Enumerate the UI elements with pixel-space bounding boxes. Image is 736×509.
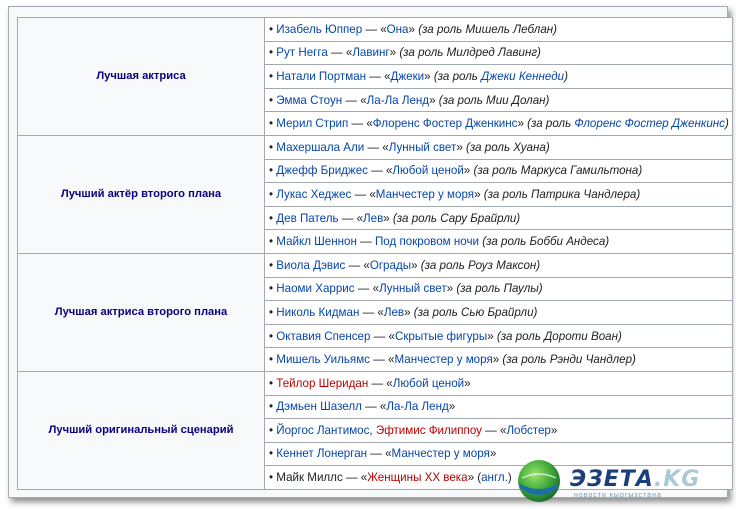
nominee-text: — «: [481, 423, 507, 437]
nominee-text: •: [269, 329, 277, 343]
nominee-text: »: [429, 93, 439, 107]
nominee-text: — «: [362, 22, 387, 36]
nominee-text: •: [269, 353, 277, 367]
nominee-text: ): [507, 471, 512, 485]
wiki-link[interactable]: Лунный свет: [379, 282, 447, 296]
nominee-text: — «: [348, 117, 373, 131]
nominee-text: »: [464, 376, 471, 390]
wiki-link[interactable]: Ограды: [369, 258, 412, 272]
wiki-link[interactable]: Флоренс Фостер Дженкинс: [372, 117, 518, 131]
wiki-link[interactable]: Кеннет Лонерган: [276, 447, 368, 461]
nominee-cell: [265, 371, 733, 395]
nominee-cell: [265, 419, 733, 443]
nominee-cell: [265, 135, 733, 159]
nominee-text: •: [269, 22, 277, 36]
wiki-link[interactable]: Натали Портман: [276, 69, 367, 83]
nominee-text: — «: [368, 376, 393, 390]
nominee-cell: [265, 301, 733, 325]
nominee-text: — «: [367, 164, 393, 178]
wiki-link[interactable]: Виола Дэвис: [276, 258, 346, 272]
nominee-text: »: [492, 353, 503, 367]
nominee-cell: [265, 206, 733, 230]
nominee-text: (за роль Маркуса Гамильтона): [473, 164, 643, 178]
nominee-text: •: [269, 235, 277, 249]
wiki-link[interactable]: Скрытые фигуры: [394, 329, 488, 343]
nominee-cell: [265, 112, 733, 136]
nominee-text: (за роль Мии Долан): [438, 93, 550, 107]
nominee-text: •: [269, 187, 277, 201]
awards-table: [17, 17, 733, 490]
nominee-cell: [265, 324, 733, 348]
nominee-text: »: [383, 211, 393, 225]
nominee-text: — «: [364, 140, 389, 154]
category-cell: [18, 135, 265, 253]
wiki-link[interactable]: Эфтимис Филиппоу: [375, 423, 482, 437]
nominee-text: •: [269, 211, 277, 225]
nominee-text: •: [269, 258, 277, 272]
nominee-text: — «: [351, 187, 376, 201]
nominee-cell: [265, 18, 733, 42]
nominee-text: — «: [361, 400, 387, 414]
nominee-text: (за роль Бобби Андеса): [482, 235, 610, 249]
nominee-text: •: [269, 376, 277, 390]
nominee-text: (за роль: [527, 117, 575, 131]
wiki-link[interactable]: Лунный свет: [388, 140, 457, 154]
nominee-text: •: [269, 447, 277, 461]
nominee-text: (за роль: [433, 69, 482, 83]
category-label: Лучший актёр второго плана: [60, 188, 222, 201]
wiki-link[interactable]: Эмма Стоун: [276, 93, 343, 107]
wiki-link[interactable]: Лобстер: [506, 423, 551, 437]
category-cell: [18, 18, 265, 136]
nominee-text: — «: [367, 447, 392, 461]
wiki-link[interactable]: Лавинг: [352, 46, 390, 60]
nominee-text: (за роль Рэнди Чандлер): [502, 353, 636, 367]
nominee-text: — «: [345, 258, 370, 272]
nominee-text: (за роль Паулы): [456, 282, 543, 296]
nominee-text: •: [269, 164, 277, 178]
wiki-link[interactable]: Мишель Уильямс: [276, 353, 370, 367]
wiki-link[interactable]: Джеки: [390, 69, 425, 83]
wiki-link[interactable]: Октавия Спенсер: [276, 329, 371, 343]
logo-text: [570, 467, 700, 492]
wiki-link[interactable]: Махершала Али: [276, 140, 365, 154]
nominee-text: »: [424, 69, 434, 83]
wiki-link[interactable]: Ла-Ла Ленд: [386, 400, 449, 414]
nominee-text: »: [456, 140, 466, 154]
wiki-link[interactable]: Манчестер у моря: [391, 447, 490, 461]
wiki-link[interactable]: Николь Кидман: [276, 305, 360, 319]
nominee-text: »: [448, 400, 456, 414]
logo-domain: .KG: [653, 467, 701, 492]
nominee-text: •: [269, 282, 277, 296]
nominee-text: — «: [370, 329, 395, 343]
category-label: Лучшая актриса: [96, 70, 186, 83]
nominee-text: —: [356, 235, 375, 249]
table-row: [18, 135, 733, 159]
wiki-link[interactable]: Она: [386, 22, 409, 36]
wiki-link[interactable]: Лев: [383, 305, 405, 319]
nominee-text: •: [269, 423, 277, 437]
nominee-text: — «: [359, 305, 384, 319]
nominee-text: (за роль Патрика Чандлера): [483, 187, 641, 201]
nominee-cell: [265, 395, 733, 419]
nominee-cell: [265, 230, 733, 254]
nominee-text: — «: [342, 93, 367, 107]
nominee-text: (за роль Сару Брайрли): [392, 211, 521, 225]
nominee-text: •: [269, 140, 277, 154]
nominee-text: »: [411, 258, 421, 272]
category-cell: [18, 253, 265, 371]
wiki-link[interactable]: Тейлор Шеридан: [276, 376, 369, 390]
category-label: Лучший оригинальный сценарий: [48, 424, 234, 437]
nominee-text: (за роль Хуана): [465, 140, 550, 154]
nominee-text: »: [550, 423, 558, 437]
nominee-cell: [265, 65, 733, 89]
nominee-cell: [265, 253, 733, 277]
wiki-link[interactable]: Джефф Бриджес: [276, 164, 368, 178]
nominee-text: »: [408, 22, 419, 36]
wiki-link[interactable]: Дэмьен Шазелл: [276, 400, 362, 414]
logo-brand: ЭЗЕТА: [570, 467, 654, 492]
wiki-link[interactable]: Любой ценой: [392, 164, 464, 178]
nominee-text: •: [269, 400, 277, 414]
nominee-text: »: [446, 282, 457, 296]
table-row: [18, 253, 733, 277]
nominee-cell: [265, 348, 733, 372]
table-row: [18, 18, 733, 42]
wiki-link[interactable]: Рут Негга: [276, 46, 328, 60]
wiki-link[interactable]: Наоми Харрис: [276, 282, 355, 296]
nominee-text: (за роль Сью Брайрли): [413, 305, 538, 319]
nominee-text: — «: [354, 282, 380, 296]
nominee-text: •: [269, 117, 277, 131]
wiki-link[interactable]: Лукас Хеджес: [276, 187, 352, 201]
nominee-cell: [265, 41, 733, 65]
nominee-cell: [265, 88, 733, 112]
nominee-text: »: [463, 164, 474, 178]
nominee-text: »: [404, 305, 414, 319]
nominee-text: — «: [369, 353, 395, 367]
nominee-text: »: [389, 46, 400, 60]
nominee-text: (за роль Дороти Воан): [496, 329, 622, 343]
wiki-link[interactable]: Женщины XX века: [367, 471, 468, 485]
category-cell: [18, 371, 265, 489]
nominee-text: Майк Миллс: [276, 471, 343, 485]
nominee-text: »: [474, 187, 484, 201]
wiki-link[interactable]: Джеки Кеннеди: [481, 69, 565, 83]
nominee-text: •: [269, 69, 277, 83]
wiki-link[interactable]: Манчестер у моря: [394, 353, 493, 367]
nominee-text: »: [489, 447, 497, 461]
nominee-text: •: [269, 93, 277, 107]
nominee-cell: [265, 159, 733, 183]
nominee-cell: [265, 183, 733, 207]
nominee-text: — «: [366, 69, 391, 83]
nominee-text: (за роль Роуз Максон): [420, 258, 541, 272]
wiki-link[interactable]: Йоргос Лантимос: [276, 423, 370, 437]
logo-tagline: новости кыргызстана: [574, 492, 662, 499]
wiki-table-frame: [8, 6, 728, 498]
nominee-cell: [265, 277, 733, 301]
globe-icon: [516, 458, 562, 504]
wiki-link[interactable]: Лев: [363, 211, 384, 225]
wiki-link[interactable]: Дев Патель: [276, 211, 339, 225]
nominee-text: ,: [369, 423, 376, 437]
nominee-text: •: [269, 305, 277, 319]
wiki-link[interactable]: Изабель Юппер: [276, 22, 363, 36]
wiki-link[interactable]: Любой ценой: [392, 376, 465, 390]
nominee-text: •: [269, 471, 277, 485]
nominee-text: » (: [467, 471, 482, 485]
table-row: [18, 371, 733, 395]
nominee-text: — «: [327, 46, 353, 60]
nominee-text: »: [517, 117, 528, 131]
nominee-text: (за роль Мишель Леблан): [418, 22, 558, 36]
wiki-link[interactable]: Манчестер у моря: [375, 187, 475, 201]
nominee-text: •: [269, 46, 277, 60]
wiki-link[interactable]: Под покровом ночи: [374, 235, 479, 249]
nominee-text: (за роль Милдред Лавинг): [399, 46, 541, 60]
nominee-text: »: [487, 329, 497, 343]
wiki-link[interactable]: Флоренс Фостер Дженкинс: [574, 117, 725, 131]
nominee-text: — «: [338, 211, 364, 225]
wiki-link[interactable]: Мерил Стрип: [276, 117, 349, 131]
nominee-text: ): [564, 69, 568, 83]
nominee-text: — «: [342, 471, 368, 485]
wiki-link[interactable]: Ла-Ла Ленд: [366, 93, 430, 107]
wiki-link[interactable]: Майкл Шеннон: [276, 235, 357, 249]
site-logo[interactable]: [516, 455, 736, 505]
category-label: Лучшая актриса второго плана: [54, 306, 228, 319]
wiki-link[interactable]: англ.: [481, 471, 508, 485]
nominee-text: ): [724, 117, 729, 131]
